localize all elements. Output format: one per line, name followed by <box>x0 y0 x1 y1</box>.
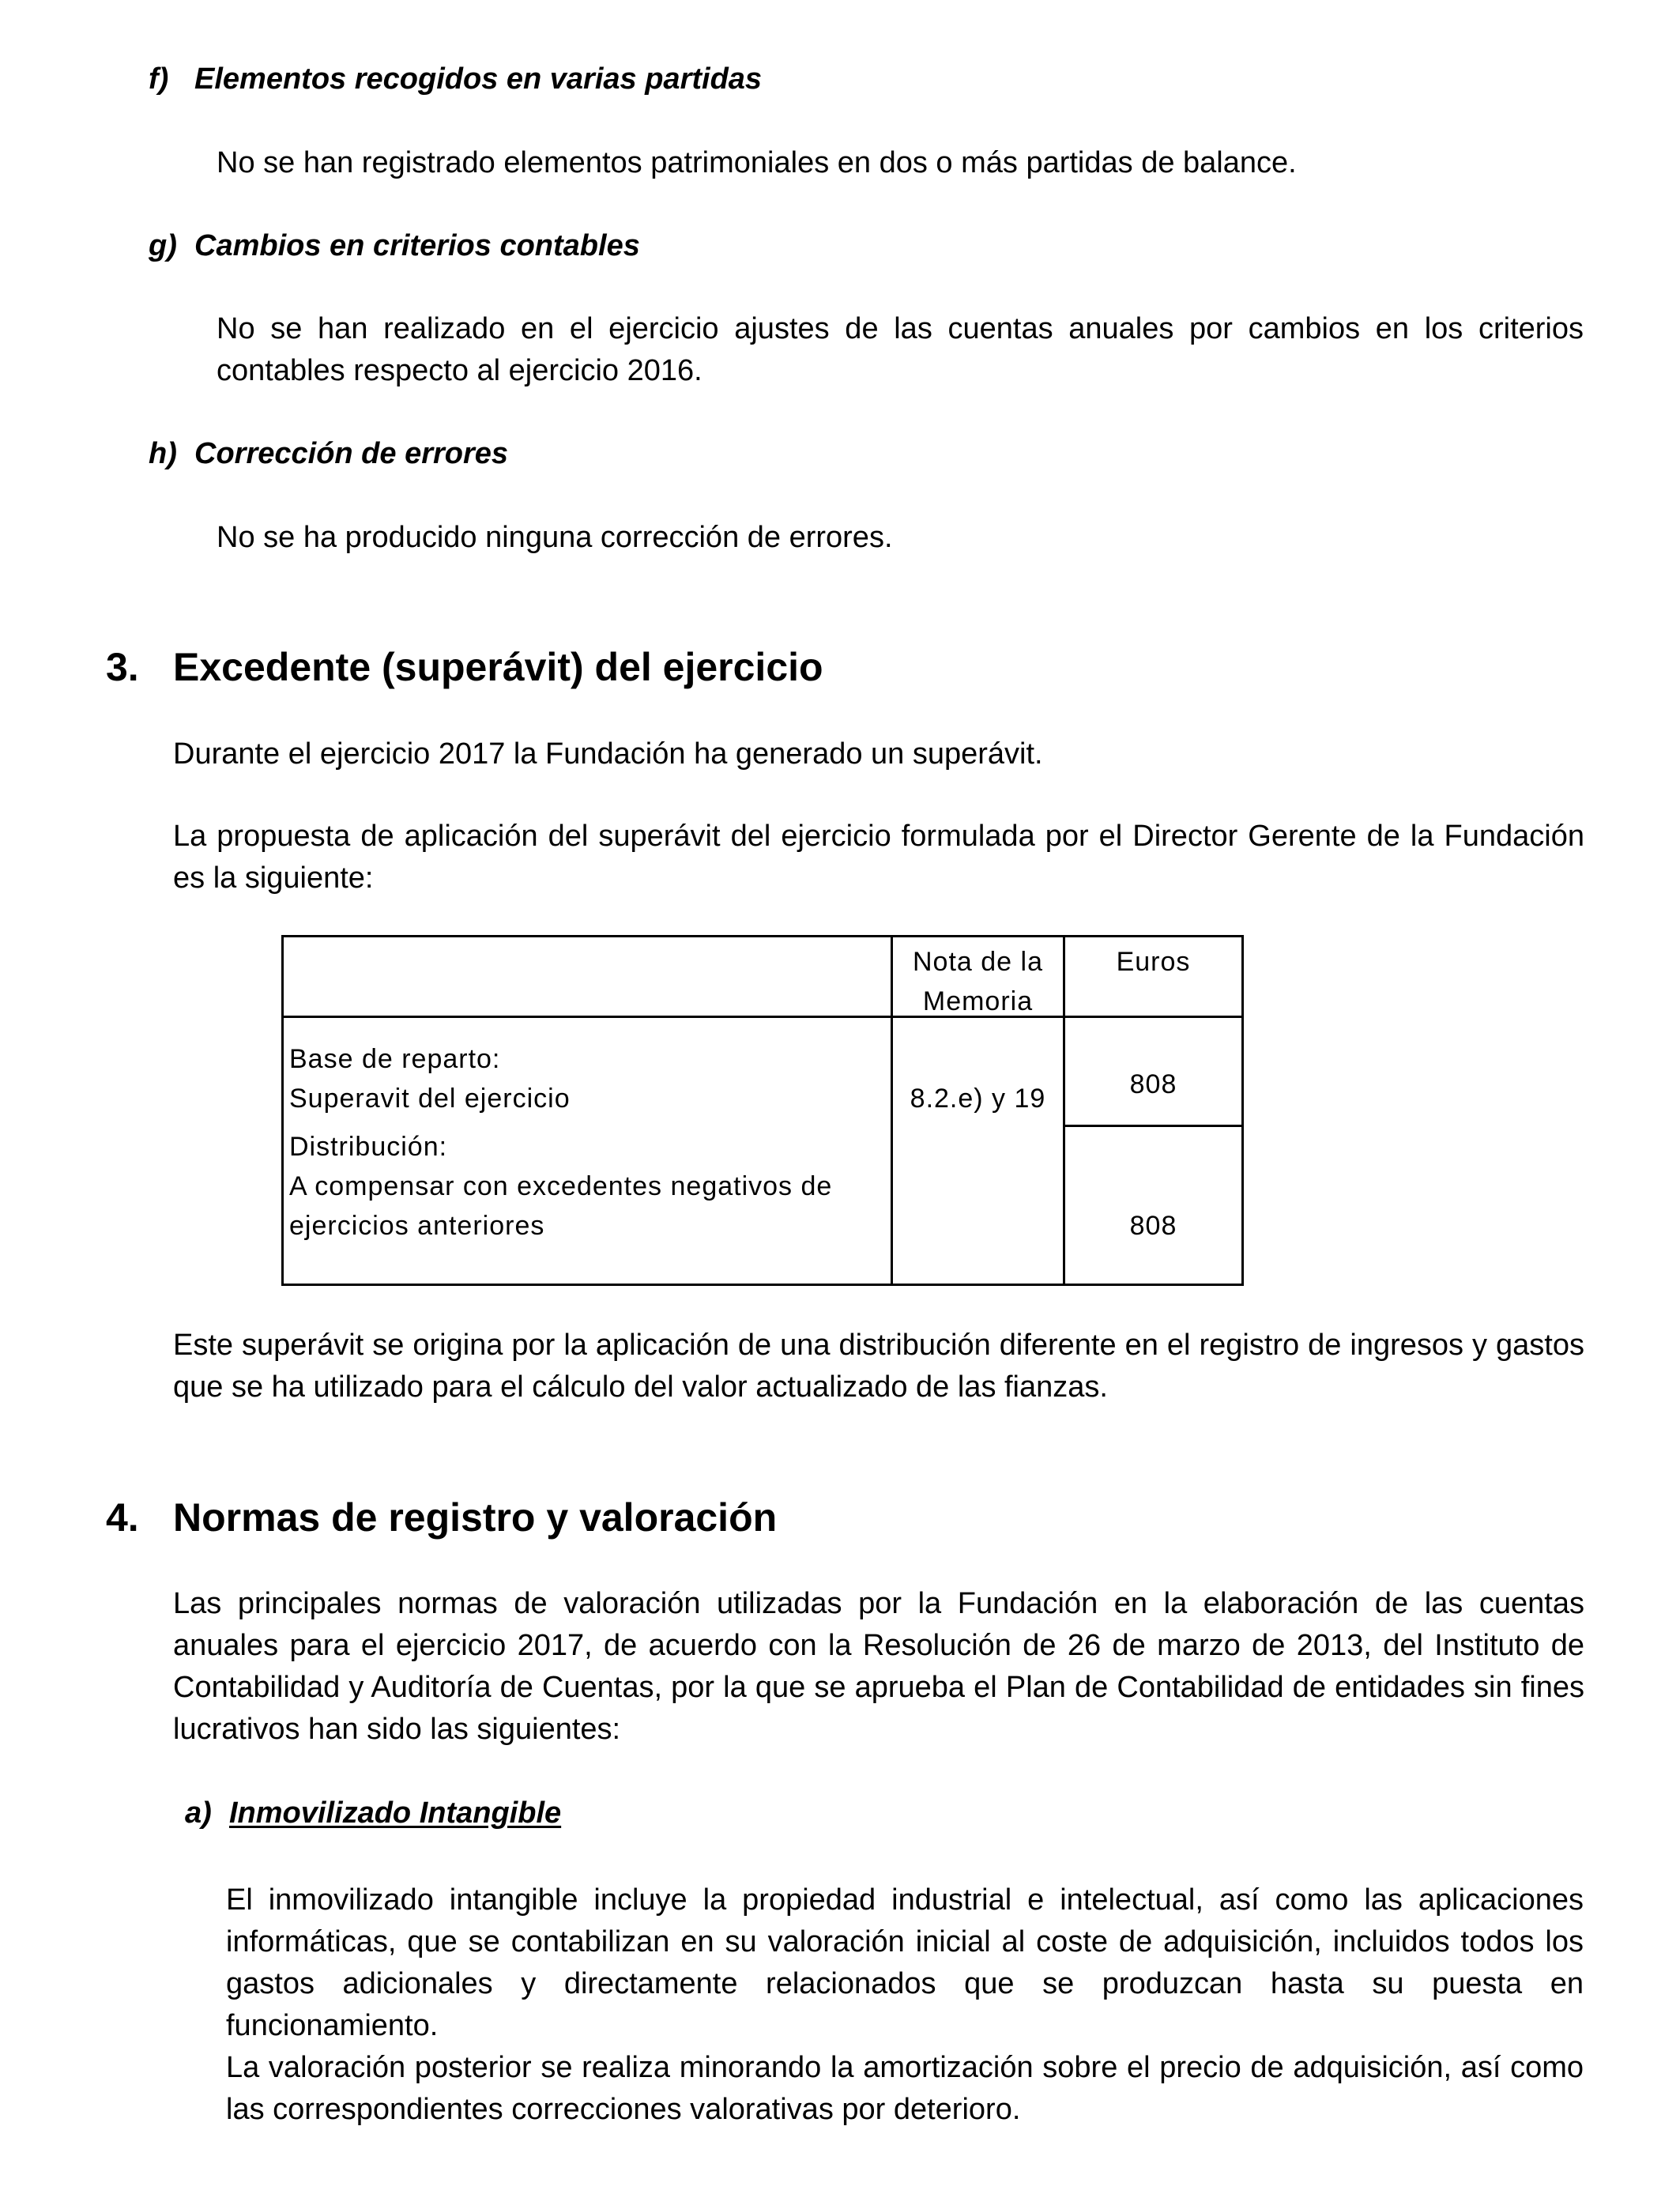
section-3-paragraph-1: Durante el ejercicio 2017 la Fundación ha generado un superávit. <box>173 737 1043 771</box>
table-border-left <box>281 935 284 1286</box>
subsection-a-paragraph-1: El inmovilizado intangible incluye la propiedad industrial e intelectual, así como las aplicaciones informáticas, que se contabilizan en su valoración inicial al coste de adquisición, incluidos todos los gastos adicionales y directamente relacionados que se produzcan hasta su puesta en funcionamiento. <box>226 1883 1584 2042</box>
subsection-h-letter: h) <box>149 437 177 470</box>
table-label-base-reparto: Base de reparto: <box>289 1044 501 1074</box>
subsection-g-title: Cambios en criterios contables <box>194 229 640 262</box>
section-4-number: 4. <box>106 1495 139 1540</box>
table-label-compensar-line2: ejercicios anteriores <box>289 1211 545 1241</box>
table-label-distribucion: Distribución: <box>289 1132 448 1162</box>
section-3-paragraph-3: Este superávit se origina por la aplicación de una distribución diferente en el registro de ingresos y gastos que se ha utilizado para el cálculo del valor actualizado de las fianzas. <box>173 1329 1584 1404</box>
table-header-nota-line2: Memoria <box>922 986 1034 1016</box>
table-border-right <box>1241 935 1244 1286</box>
subsection-f-title: Elementos recogidos en varias partidas <box>194 62 763 96</box>
table-label-superavit: Superavit del ejercicio <box>289 1084 571 1114</box>
section-3-paragraph-2: La propuesta de aplicación del superávit del ejercicio formulada por el Director Gerente de la Fundación es la siguiente: <box>173 820 1584 895</box>
section-4-title: Normas de registro y valoración <box>173 1495 778 1540</box>
subsection-a-title: Inmovilizado Intangible <box>229 1796 562 1830</box>
table-nota-value: 8.2.e) y 19 <box>910 1084 1046 1114</box>
table-header-euros: Euros <box>1116 947 1191 977</box>
subsection-a-paragraph-2: La valoración posterior se realiza minorando la amortización sobre el precio de adquisición, así como las correspondientes correcciones valorativas por deterioro. <box>226 2051 1584 2126</box>
subsection-h-title: Corrección de errores <box>194 437 509 470</box>
section-3-number: 3. <box>106 645 139 689</box>
subsection-f-letter: f) <box>149 62 169 96</box>
table-label-compensar-line1: A compensar con excedentes negativos de <box>289 1171 833 1201</box>
table-compensar-value: 808 <box>1129 1211 1177 1241</box>
table-divider-euros <box>1063 1125 1244 1127</box>
subsection-h-body: No se ha producido ninguna corrección de errores. <box>217 521 893 554</box>
table-header-nota-line1: Nota de la <box>913 947 1043 977</box>
subsection-g-body: No se han realizado en el ejercicio ajustes de las cuentas anuales por cambios en los criterios contables respecto al ejercicio 2016. <box>217 312 1584 387</box>
section-4-paragraph-1: Las principales normas de valoración utilizadas por la Fundación en la elaboración de las cuentas anuales para el ejercicio 2017, de acuerdo con la Resolución de 26 de marzo de 2013, del Instituto de Contabilidad y Auditoría de Cuentas, por la que se aprueba el Plan de Contabilidad de entidades sin fines lucrativos han sido las siguientes: <box>173 1587 1584 1746</box>
section-3-title: Excedente (superávit) del ejercicio <box>173 645 823 689</box>
subsection-g-letter: g) <box>149 229 177 262</box>
table-border-top <box>281 935 1244 937</box>
subsection-f-body: No se han registrado elementos patrimoniales en dos o más partidas de balance. <box>217 146 1297 179</box>
table-divider-header <box>281 1016 1244 1018</box>
table-superavit-value: 808 <box>1129 1069 1177 1099</box>
surplus-distribution-table <box>281 935 1244 1286</box>
subsection-a-letter: a) <box>185 1796 212 1830</box>
table-border-bottom <box>281 1284 1244 1286</box>
